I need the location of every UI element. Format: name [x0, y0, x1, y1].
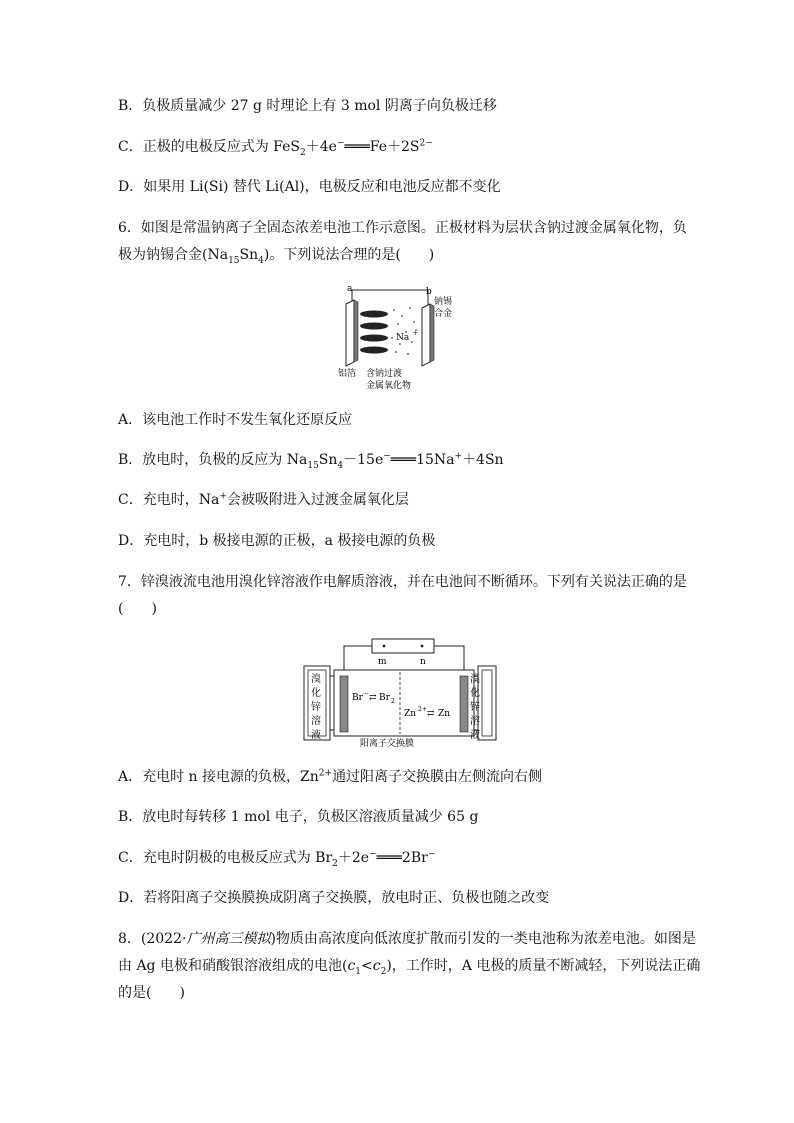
- q7-cell: [334, 670, 474, 736]
- q7-label-n: n: [420, 657, 426, 667]
- svg-text:2+: 2+: [418, 706, 427, 713]
- q5-option-b: B．负极质量减少 27 g 时理论上有 3 mol 阴离子向负极迁移: [118, 98, 497, 114]
- q7-right-tank-label: [470, 672, 480, 741]
- q8-stem-line3: 的是( ): [118, 985, 185, 1001]
- svg-text:Zn: Zn: [404, 709, 417, 719]
- q7-left-reaction: [352, 690, 395, 705]
- q6-stem-line1: 6．如图是常温钠离子全固态浓差电池工作示意图。正极材料为层状含钠过渡金属氧化物，负: [118, 220, 687, 236]
- q6-battery-figure: [330, 282, 470, 392]
- svg-text:Br: Br: [352, 693, 363, 703]
- svg-text:⇄: ⇄: [369, 693, 377, 703]
- q7-stem-line1: 7．锌溴液流电池用溴化锌溶液作电解质溶液，并在电池间不断循环。下列有关说法正确的是: [118, 574, 687, 590]
- q7-option-b: B．放电时每转移 1 mol 电子，负极区溶液质量减少 65 g: [118, 809, 479, 825]
- q7-option-c: C．充电时阴极的电极反应式为 $Br_2+2e^-═══2Br^-$: [118, 849, 436, 869]
- q6-label-oxide-2: 金属氧化物: [366, 381, 412, 391]
- q6-option-b: B．放电时，负极的反应为 $Na_{15}Sn_4-15e^-═══15Na^++4Sn$: [118, 451, 504, 471]
- q7-flow-battery-diagram: [300, 636, 500, 748]
- q7-left-electrode: [340, 676, 348, 732]
- svg-text:溶: 溶: [470, 716, 480, 727]
- q7-label-m: m: [378, 657, 387, 667]
- q8-source: 广州高三模拟: [186, 931, 271, 947]
- svg-text:锌: 锌: [470, 702, 480, 713]
- q5-option-d: D．如果用 Li(Si) 替代 Li(Al)，电极反应和电池反应都不变化: [118, 179, 501, 195]
- q7-right-electrode: [460, 676, 468, 732]
- svg-text:−: −: [364, 690, 370, 697]
- q6-option-c: C．充电时，Na+会被吸附进入过渡金属氧化层: [118, 491, 409, 508]
- q6-label-b: b: [426, 287, 432, 297]
- svg-text:溴: 溴: [470, 674, 480, 685]
- q5-option-c: C．正极的电极反应式为 $FeS_2+4e^-═══Fe+2S^{2-}$: [118, 138, 433, 158]
- q6-option-d: D．充电时，b 极接电源的正极，a 极接电源的负极: [118, 533, 436, 549]
- q6-wire: [352, 290, 428, 312]
- q6-layered-oxide: [360, 311, 388, 354]
- q6-label-a: a: [347, 284, 353, 294]
- svg-text:溴: 溴: [311, 674, 321, 685]
- svg-text:⇄: ⇄: [427, 709, 435, 719]
- svg-text:锌: 锌: [311, 702, 321, 713]
- q7-membrane-label: 阳离子交换膜: [360, 739, 415, 748]
- q7-external-device: [372, 639, 434, 653]
- svg-text:2: 2: [391, 698, 395, 705]
- svg-text:Br: Br: [379, 693, 390, 703]
- svg-text:化: 化: [470, 688, 480, 699]
- q7-stem-line2: ( ): [118, 601, 157, 617]
- svg-text:化: 化: [311, 688, 321, 699]
- q7-option-d: D．若将阳离子交换膜换成阴离子交换膜，放电时正、负极也随之改变: [118, 890, 550, 906]
- svg-text:溶: 溶: [311, 716, 321, 727]
- q6-label-right-2: 合金: [434, 309, 453, 319]
- q6-battery-diagram: [330, 282, 470, 392]
- q7-flow-battery-figure: [300, 636, 500, 748]
- q6-label-oxide-1: 含钠过渡: [366, 369, 403, 379]
- q6-label-right-1: 钠锡: [434, 297, 453, 307]
- q7-option-a: A．充电时 n 接电源的负极，$Zn^{2+}$通过阳离子交换膜由左侧流向右侧: [118, 768, 543, 785]
- q6-label-aluminium: 铝箔: [338, 369, 357, 379]
- q8-stem-line2: 由 Ag 电极和硝酸银溶液组成的电池$(c_1<c_2)$，工作时，A 电极的质量不断减轻，下列说法正确: [118, 958, 701, 977]
- q8-stem-line1: 8．(2022·广州高三模拟)物质由高浓度向低浓度扩散而引发的一类电池称为浓差电池。如图是: [118, 931, 696, 947]
- svg-text:液: 液: [311, 730, 321, 741]
- q6-option-a: A．该电池工作时不发生氧化还原反应: [118, 412, 353, 428]
- svg-text:Zn: Zn: [438, 709, 451, 719]
- q6-sodium-tin-electrode: [422, 304, 430, 366]
- svg-text:液: 液: [470, 730, 480, 741]
- q6-stem-line2: 极为钠锡合金$(Na_{15}Sn_4)$。下列说法合理的是( ): [118, 247, 435, 266]
- q7-left-tank-label: [311, 672, 321, 741]
- q6-label-ion-sup: +: [413, 330, 419, 337]
- q6-aluminium-foil: [346, 300, 354, 366]
- q6-label-ion: Na: [396, 333, 410, 343]
